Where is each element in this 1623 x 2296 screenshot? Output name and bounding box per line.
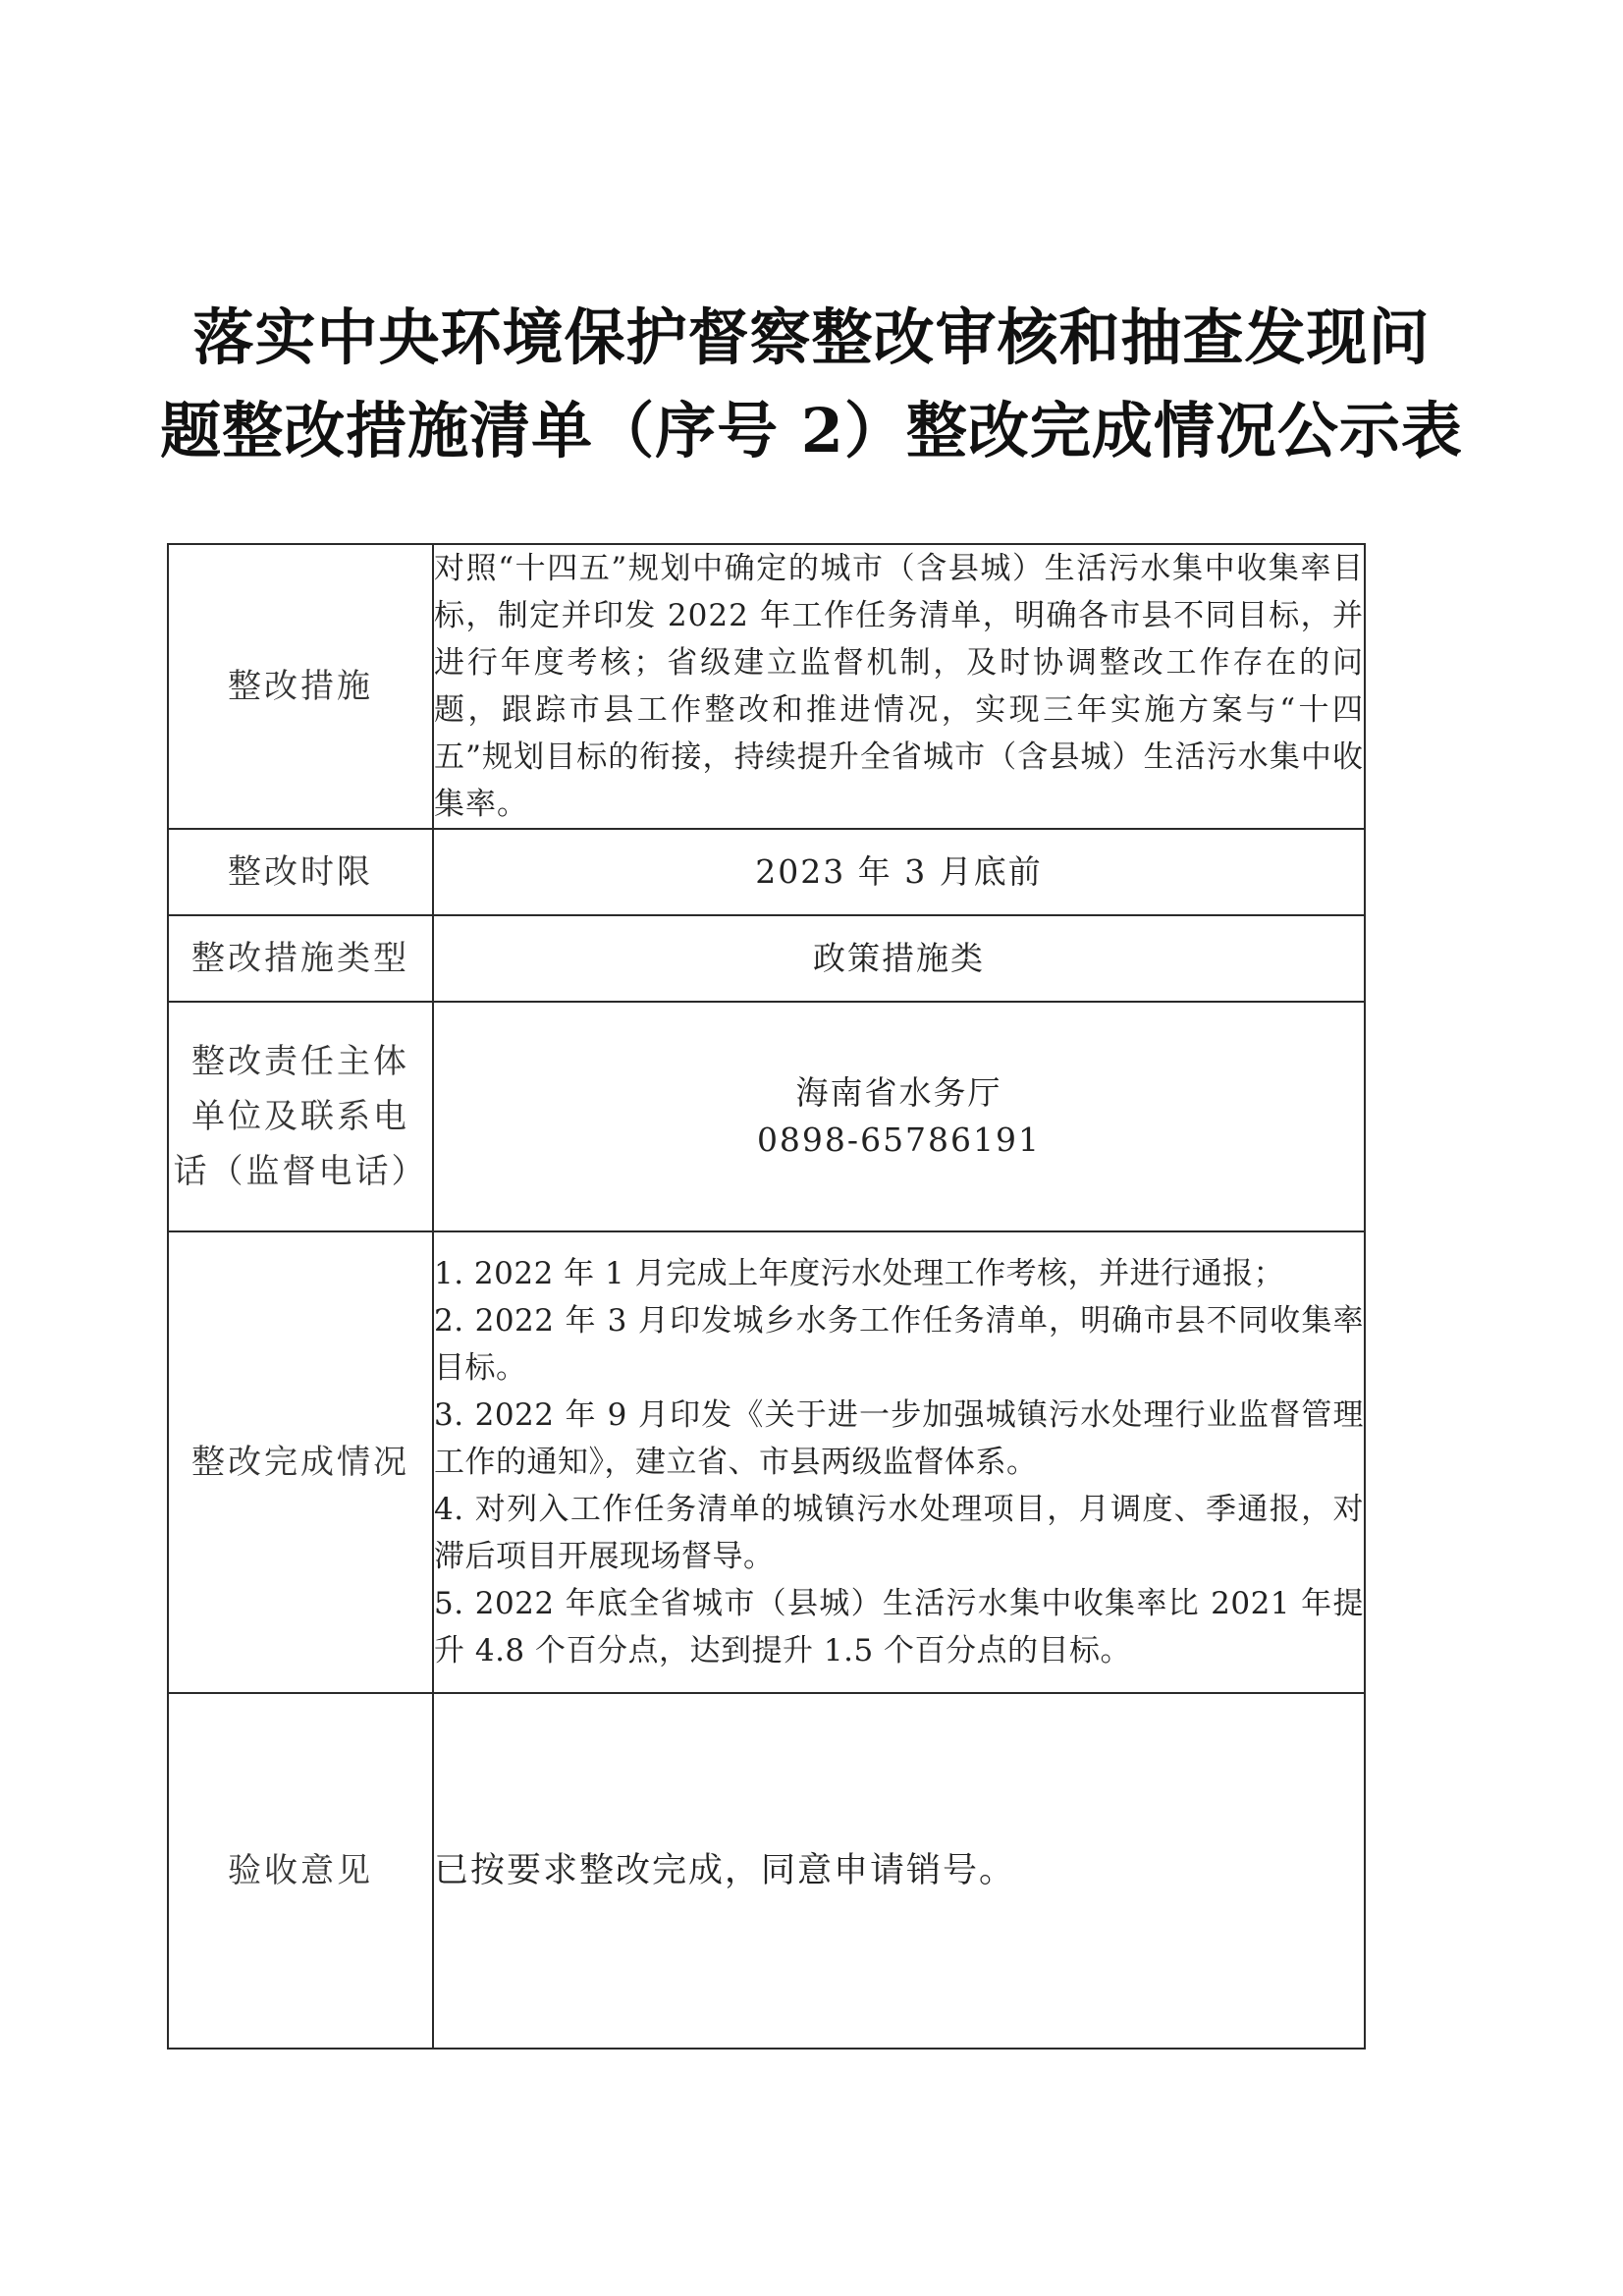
- subject-label-line-3: 话（监督电话）: [173, 1152, 428, 1191]
- type-label: 整改措施类型: [168, 915, 433, 1002]
- type-value: 政策措施类: [433, 915, 1365, 1002]
- list-item: 2. 2022 年 3 月印发城乡水务工作任务清单，明确市县不同收集率目标。: [434, 1303, 1364, 1386]
- page-title: [147, 291, 1476, 477]
- table-row-status: [168, 1231, 1365, 1693]
- status-label: 整改完成情况: [168, 1231, 433, 1693]
- status-cell: [433, 1231, 1365, 1693]
- list-item: 4. 对列入工作任务清单的城镇污水处理项目，月调度、季通报，对滞后项目开展现场督导。: [434, 1492, 1364, 1574]
- table-row-type: [168, 915, 1365, 1002]
- table-row-deadline: [168, 829, 1365, 915]
- table-row-measures: [168, 544, 1365, 829]
- contact-phone: 0898-65786191: [756, 1121, 1042, 1159]
- measures-text: 对照“十四五”规划中确定的城市（含县城）生活污水集中收集率目标，制定并印发 2022 年工作任务清单，明确各市县不同目标，并进行年度考核；省级建立监督机制，及时协调整改工作存在的问题，跟踪市县工作整改和推进情况，实现三年实施方案与“十四五”规划目标的衔接，持续提升全省城市（含县城）生活污水集中收集率。: [434, 551, 1364, 822]
- measures-label: 整改措施: [168, 544, 433, 829]
- subject-label-line-2: 单位及联系电: [191, 1097, 409, 1136]
- responsible-unit: 海南省水务厅: [795, 1073, 1002, 1112]
- table-row-acceptance: [168, 1693, 1365, 2049]
- measures-cell: [433, 544, 1365, 829]
- subject-cell: [433, 1002, 1365, 1231]
- title-line-1: 落实中央环境保护督察整改审核和抽查发现问: [192, 301, 1431, 373]
- list-item: 5. 2022 年底全省城市（县城）生活污水集中收集率比 2021 年提升 4.8 个百分点，达到提升 1.5 个百分点的目标。: [434, 1586, 1364, 1668]
- subject-label: [168, 1002, 433, 1231]
- list-item: 3. 2022 年 9 月印发《关于进一步加强城镇污水处理行业监督管理工作的通知》，建立省、市县两级监督体系。: [434, 1397, 1364, 1480]
- deadline-label: 整改时限: [168, 829, 433, 915]
- acceptance-label: 验收意见: [168, 1693, 433, 2049]
- acceptance-cell: [433, 1693, 1365, 2049]
- acceptance-text: 已按要求整改完成，同意申请销号。: [434, 1851, 1016, 1890]
- deadline-value: 2023 年 3 月底前: [433, 829, 1365, 915]
- list-item: 1. 2022 年 1 月完成上年度污水处理工作考核，并进行通报；: [434, 1256, 1285, 1291]
- rectification-table: [167, 543, 1366, 2050]
- table-row-subject: [168, 1002, 1365, 1231]
- subject-label-line-1: 整改责任主体: [191, 1042, 409, 1081]
- title-line-2: 题整改措施清单（序号 2）整改完成情况公示表: [160, 395, 1463, 466]
